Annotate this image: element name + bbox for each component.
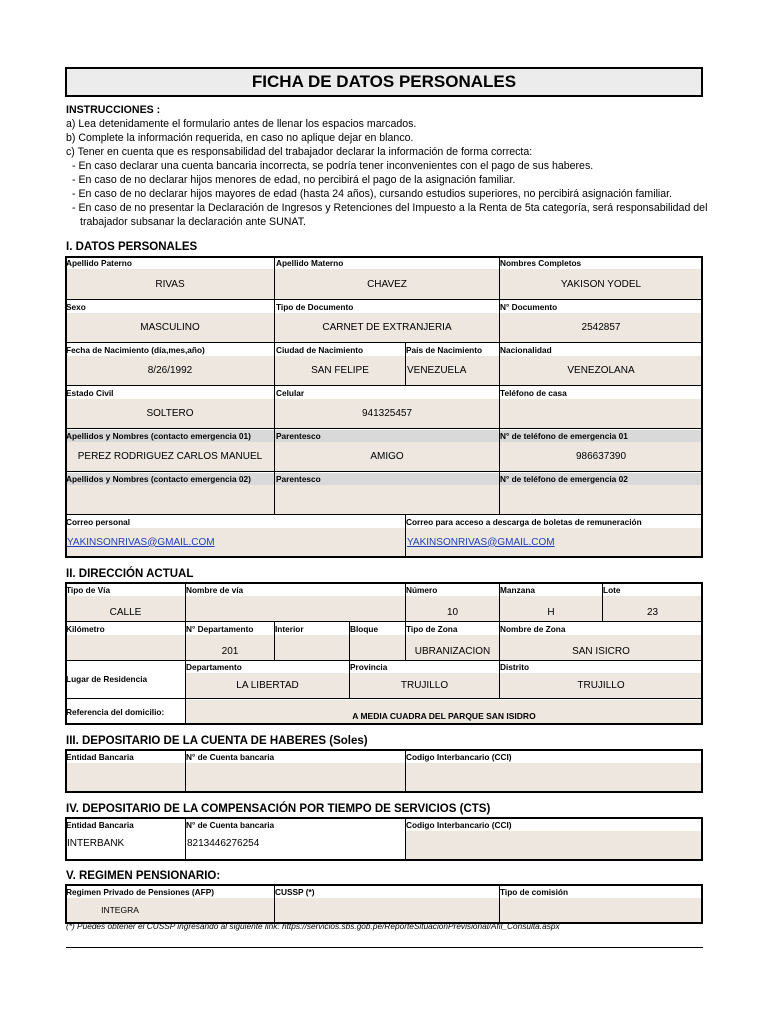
divider <box>274 256 275 515</box>
label-manzana: Manzana <box>500 585 536 595</box>
label-estado-civil: Estado Civil <box>66 388 114 398</box>
sexo-field[interactable]: MASCULINO <box>66 313 274 342</box>
section-pension-title: V. REGIMEN PENSIONARIO: <box>66 870 221 882</box>
num-documento-field[interactable]: 2542857 <box>500 313 702 342</box>
divider <box>65 621 703 622</box>
instruction-b: b) Complete la información requerida, en caso no aplique dejar en blanco. <box>66 132 414 144</box>
form-title: FICHA DE DATOS PERSONALES <box>65 67 703 97</box>
num-departamento-field[interactable]: 201 <box>186 635 274 660</box>
nombres-field[interactable]: YAKISON YODEL <box>500 269 702 299</box>
label-interior: Interior <box>275 624 304 634</box>
label-nombres: Nombres Completos <box>500 258 582 268</box>
tipo-documento-field[interactable]: CARNET DE EXTRANJERIA <box>275 313 499 342</box>
lote-field[interactable]: 23 <box>603 596 702 621</box>
instruction-a: a) Lea detenidamente el formulario antes de llenar los espacios marcados. <box>66 118 417 130</box>
correo-boletas-field[interactable]: YAKINSONRIVAS@GMAIL.COM <box>406 528 702 556</box>
salary-cci-field[interactable] <box>406 763 702 791</box>
label-fecha-nacimiento: Fecha de Nacimiento (día,mes,año) <box>66 345 205 355</box>
divider <box>499 256 500 515</box>
label-num-documento: N° Documento <box>500 302 558 312</box>
label-cts-entidad: Entidad Bancaria <box>66 820 134 830</box>
apellido-paterno-field[interactable]: RIVAS <box>66 269 274 299</box>
correo-personal-field[interactable]: YAKINSONRIVAS@GMAIL.COM <box>66 528 405 556</box>
footer-divider <box>66 947 703 948</box>
label-telefono-casa: Teléfono de casa <box>500 388 567 398</box>
label-kilometro: Kilómetro <box>66 624 105 634</box>
ciudad-nacimiento-field[interactable]: SAN FELIPE <box>275 356 405 385</box>
interior-field[interactable] <box>275 635 349 660</box>
label-bloque: Bloque <box>350 624 379 634</box>
label-ciudad-nacimiento: Ciudad de Nacimiento <box>276 345 364 355</box>
section-cts-title: IV. DEPOSITARIO DE LA COMPENSACIÓN POR TIEMPO DE SERVICIOS (CTS) <box>66 803 491 815</box>
pais-nacimiento-field[interactable]: VENEZUELA <box>406 356 499 385</box>
telefono-emergencia-01-field[interactable]: 986637390 <box>500 442 702 471</box>
label-correo-personal: Correo personal <box>66 517 131 527</box>
kilometro-field[interactable] <box>66 635 185 660</box>
divider <box>499 582 500 699</box>
instructions-heading: INSTRUCCIONES : <box>66 104 161 116</box>
nacionalidad-field[interactable]: VENEZOLANA <box>500 356 702 385</box>
parentesco-01-field[interactable]: AMIGO <box>275 442 499 471</box>
label-numero: Número <box>406 585 438 595</box>
telefono-casa-field[interactable] <box>500 399 702 428</box>
label-telefono-emergencia-02: N° de teléfono de emergencia 02 <box>500 474 628 484</box>
label-tipo-documento: Tipo de Documento <box>276 302 354 312</box>
afp-value: INTEGRA <box>101 905 139 915</box>
tipo-via-field[interactable]: CALLE <box>66 596 185 621</box>
divider <box>65 514 703 515</box>
divider <box>274 884 275 923</box>
section-address-title: II. DIRECCIÓN ACTUAL <box>66 568 194 580</box>
label-departamento: Departamento <box>186 662 242 672</box>
section-personal-title: I. DATOS PERSONALES <box>66 241 198 253</box>
label-provincia: Provincia <box>350 662 388 672</box>
instruction-c2: - En caso de no declarar hijos menores de edad, no percibirá el pago de la asignación familiar. <box>72 174 516 186</box>
nombre-via-field[interactable] <box>186 596 405 621</box>
salary-entidad-field[interactable] <box>66 763 185 791</box>
label-sexo: Sexo <box>66 302 86 312</box>
label-referencia: Referencia del domicilio: <box>66 707 165 717</box>
divider <box>65 698 703 699</box>
instruction-c4-cont: trabajador subsanar la declaración ante SUNAT. <box>80 216 306 228</box>
divider <box>185 582 186 724</box>
divider <box>65 471 703 472</box>
label-contacto-emergencia-01: Apellidos y Nombres (contacto emergencia 01) <box>66 431 251 441</box>
referencia-field[interactable]: A MEDIA CUADRA DEL PARQUE SAN ISIDRO <box>186 700 702 723</box>
celular-field[interactable]: 941325457 <box>275 399 499 428</box>
label-nacionalidad: Nacionalidad <box>500 345 552 355</box>
label-parentesco-01: Parentesco <box>276 431 321 441</box>
divider <box>65 428 703 429</box>
label-cts-cuenta: N° de Cuenta bancaria <box>186 820 275 830</box>
instructions <box>66 103 706 229</box>
divider <box>185 817 186 860</box>
cts-entidad-field[interactable]: INTERBANK <box>66 831 185 859</box>
label-distrito: Distrito <box>500 662 530 672</box>
instruction-c3: - En caso de no declarar hijos mayores de edad (hasta 24 años), cursando estudios superiores, no percibirá asignación familiar. <box>72 188 673 200</box>
estado-civil-field[interactable]: SOLTERO <box>66 399 274 428</box>
label-nombre-zona: Nombre de Zona <box>500 624 566 634</box>
label-parentesco-02: Parentesco <box>276 474 321 484</box>
telefono-emergencia-02-field[interactable] <box>500 485 702 514</box>
label-salary-cci: Codigo Interbancario (CCI) <box>406 752 512 762</box>
manzana-field[interactable]: H <box>500 596 602 621</box>
numero-field[interactable]: 10 <box>406 596 499 621</box>
divider <box>405 343 406 386</box>
divider <box>65 342 703 343</box>
label-tipo-comision: Tipo de comisión <box>500 887 569 897</box>
divider <box>185 749 186 792</box>
label-telefono-emergencia-01: N° de teléfono de emergencia 01 <box>500 431 628 441</box>
parentesco-02-field[interactable] <box>275 485 499 514</box>
fecha-nacimiento-field[interactable]: 8/26/1992 <box>66 356 274 385</box>
label-correo-boletas: Correo para acceso a descarga de boletas de remuneración <box>406 517 642 527</box>
provincia-field[interactable]: TRUJILLO <box>350 673 499 698</box>
bloque-field[interactable] <box>350 635 405 660</box>
label-lugar-residencia: Lugar de Residencia <box>66 674 148 684</box>
nombre-zona-field[interactable]: SAN ISICRO <box>500 635 702 660</box>
label-apellido-materno: Apellido Materno <box>276 258 344 268</box>
cts-cci-field[interactable] <box>406 831 702 859</box>
instruction-c: c) Tener en cuenta que es responsabilidad del trabajador declarar la información de forma correcta: <box>66 146 533 158</box>
divider <box>602 582 603 622</box>
cussp-field[interactable] <box>275 898 499 922</box>
divider <box>65 299 703 300</box>
label-salary-cuenta: N° de Cuenta bancaria <box>186 752 275 762</box>
divider <box>499 884 500 923</box>
label-celular: Celular <box>276 388 305 398</box>
divider <box>405 514 406 557</box>
salary-cuenta-field[interactable] <box>186 763 405 791</box>
label-pais-nacimiento: País de Nacimiento <box>406 345 483 355</box>
departamento-field[interactable]: LA LIBERTAD <box>186 673 349 698</box>
divider <box>405 582 406 661</box>
cts-cuenta-field[interactable]: 8213446276254 <box>186 831 405 859</box>
divider <box>65 660 703 661</box>
divider <box>349 621 350 699</box>
instruction-c1: - En caso declarar una cuenta bancaria incorrecta, se podría tener inconvenientes con el pago de sus haberes. <box>72 160 594 172</box>
label-lote: Lote <box>603 585 621 595</box>
label-salary-entidad: Entidad Bancaria <box>66 752 134 762</box>
divider <box>405 817 406 860</box>
label-nombre-via: Nombre de vía <box>186 585 244 595</box>
divider <box>274 621 275 661</box>
label-cussp: CUSSP (*) <box>275 887 315 897</box>
distrito-field[interactable]: TRUJILLO <box>500 673 702 698</box>
contacto-emergencia-01-field[interactable]: PEREZ RODRIGUEZ CARLOS MANUEL <box>66 442 274 471</box>
divider <box>65 385 703 386</box>
label-tipo-zona: Tipo de Zona <box>406 624 458 634</box>
afp-field[interactable] <box>66 898 274 922</box>
instruction-c4: - En caso de no presentar la Declaración de Ingresos y Retenciones del Impuesto a la Renta de 5ta categoría, será responsabilidad del <box>72 202 708 214</box>
label-afp: Regimen Privado de Pensiones (AFP) <box>66 887 214 897</box>
label-contacto-emergencia-02: Apellidos y Nombres (contacto emergencia 02) <box>66 474 251 484</box>
section-salary-title: III. DEPOSITARIO DE LA CUENTA DE HABERES (Soles) <box>66 735 368 747</box>
label-apellido-paterno: Apellido Paterno <box>66 258 132 268</box>
label-tipo-via: Tipo de Vía <box>66 585 111 595</box>
label-num-departamento: N° Departamento <box>186 624 254 634</box>
apellido-materno-field[interactable]: CHAVEZ <box>275 269 499 299</box>
contacto-emergencia-02-field[interactable] <box>66 485 274 514</box>
tipo-comision-field[interactable] <box>500 898 702 922</box>
cussp-footnote: (*) Puedes obtener el CUSSP ingresando al siguiente link: https://servicios.sbs.gob.pe/ReporteSituacionPrevisional/Afil_Consulta.aspx <box>66 921 560 931</box>
tipo-zona-field[interactable]: UBRANIZACION <box>406 635 499 660</box>
divider <box>405 749 406 792</box>
label-cts-cci: Codigo Interbancario (CCI) <box>406 820 512 830</box>
